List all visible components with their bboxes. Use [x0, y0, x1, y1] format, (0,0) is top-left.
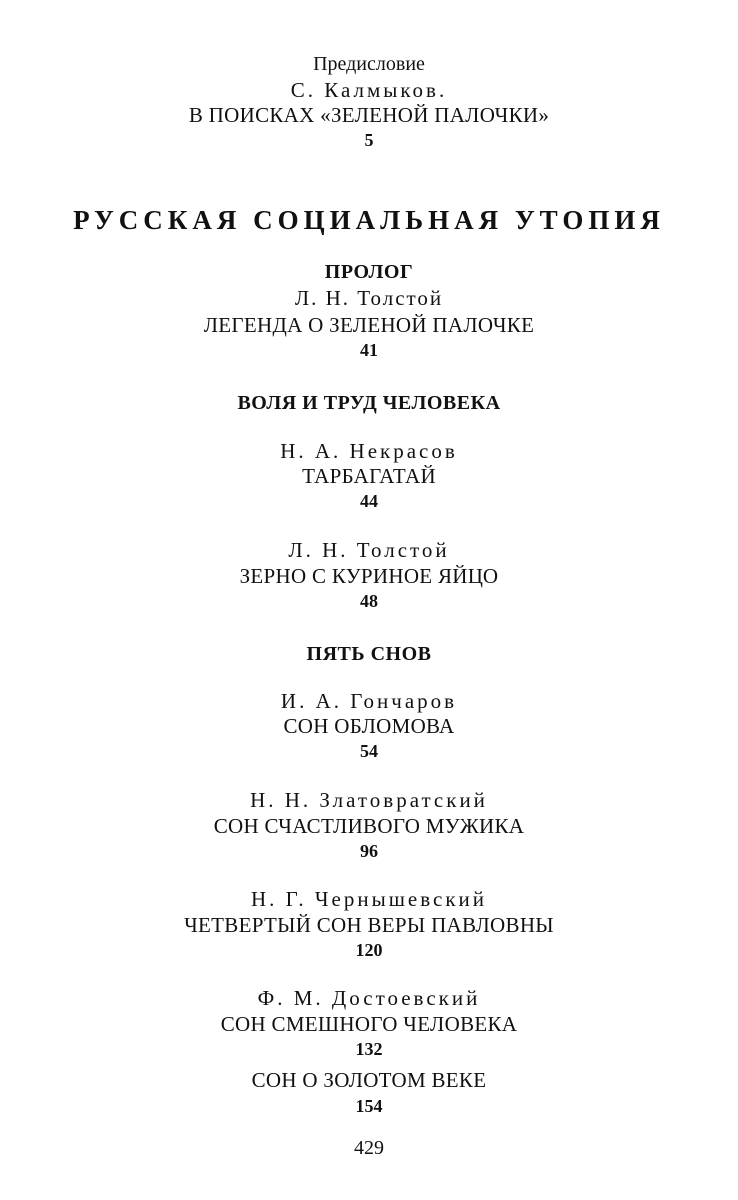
- entry-title: СОН СМЕШНОГО ЧЕЛОВЕКА: [220, 1012, 518, 1036]
- entry-author: Н. Г. Чернышевский: [250, 887, 488, 911]
- entry-title: ЗЕРНО С КУРИНОЕ ЯЙЦО: [239, 564, 499, 588]
- entry-author: И. А. Гончаров: [280, 689, 458, 713]
- folio-page-number: 429: [354, 1137, 384, 1159]
- preface-author: С. Калмыков.: [290, 78, 448, 102]
- part1-heading: ВОЛЯ И ТРУД ЧЕЛОВЕКА: [237, 392, 501, 414]
- section-title: РУССКАЯ СОЦИАЛЬНАЯ УТОПИЯ: [73, 205, 665, 235]
- preface-page-number: 5: [364, 130, 374, 150]
- entry-author: Ф. М. Достоевский: [257, 986, 481, 1010]
- prologue-author: Л. Н. Толстой: [294, 286, 444, 310]
- prologue-heading: ПРОЛОГ: [324, 261, 414, 283]
- entry-page-number: 120: [355, 940, 383, 960]
- preface-title: В ПОИСКАХ «ЗЕЛЕНОЙ ПАЛОЧКИ»: [188, 103, 550, 127]
- entry-page-number: 54: [360, 741, 378, 761]
- entry-author: Н. Н. Златовратский: [250, 788, 488, 812]
- entry-page-number: 48: [360, 591, 378, 611]
- entry-page-number: 96: [360, 841, 378, 861]
- entry-title: СОН ОБЛОМОВА: [283, 714, 455, 738]
- entry-author: Н. А. Некрасов: [280, 439, 458, 463]
- entry-page-number: 132: [355, 1039, 383, 1059]
- entry-title: ТАРБАГАТАЙ: [302, 464, 436, 488]
- prologue-title: ЛЕГЕНДА О ЗЕЛЕНОЙ ПАЛОЧКЕ: [203, 313, 535, 337]
- part2-heading: ПЯТЬ СНОВ: [306, 643, 432, 665]
- entry-page-number: 154: [355, 1096, 383, 1116]
- prologue-page-number: 41: [360, 340, 378, 360]
- entry-title: СОН О ЗОЛОТОМ ВЕКЕ: [251, 1068, 487, 1092]
- entry-title: СОН СЧАСТЛИВОГО МУЖИКА: [213, 814, 525, 838]
- entry-author: Л. Н. Толстой: [288, 538, 450, 562]
- entry-title: ЧЕТВЕРТЫЙ СОН ВЕРЫ ПАВЛОВНЫ: [184, 913, 554, 937]
- entry-page-number: 44: [360, 491, 378, 511]
- preface-label: Предисловие: [313, 53, 425, 75]
